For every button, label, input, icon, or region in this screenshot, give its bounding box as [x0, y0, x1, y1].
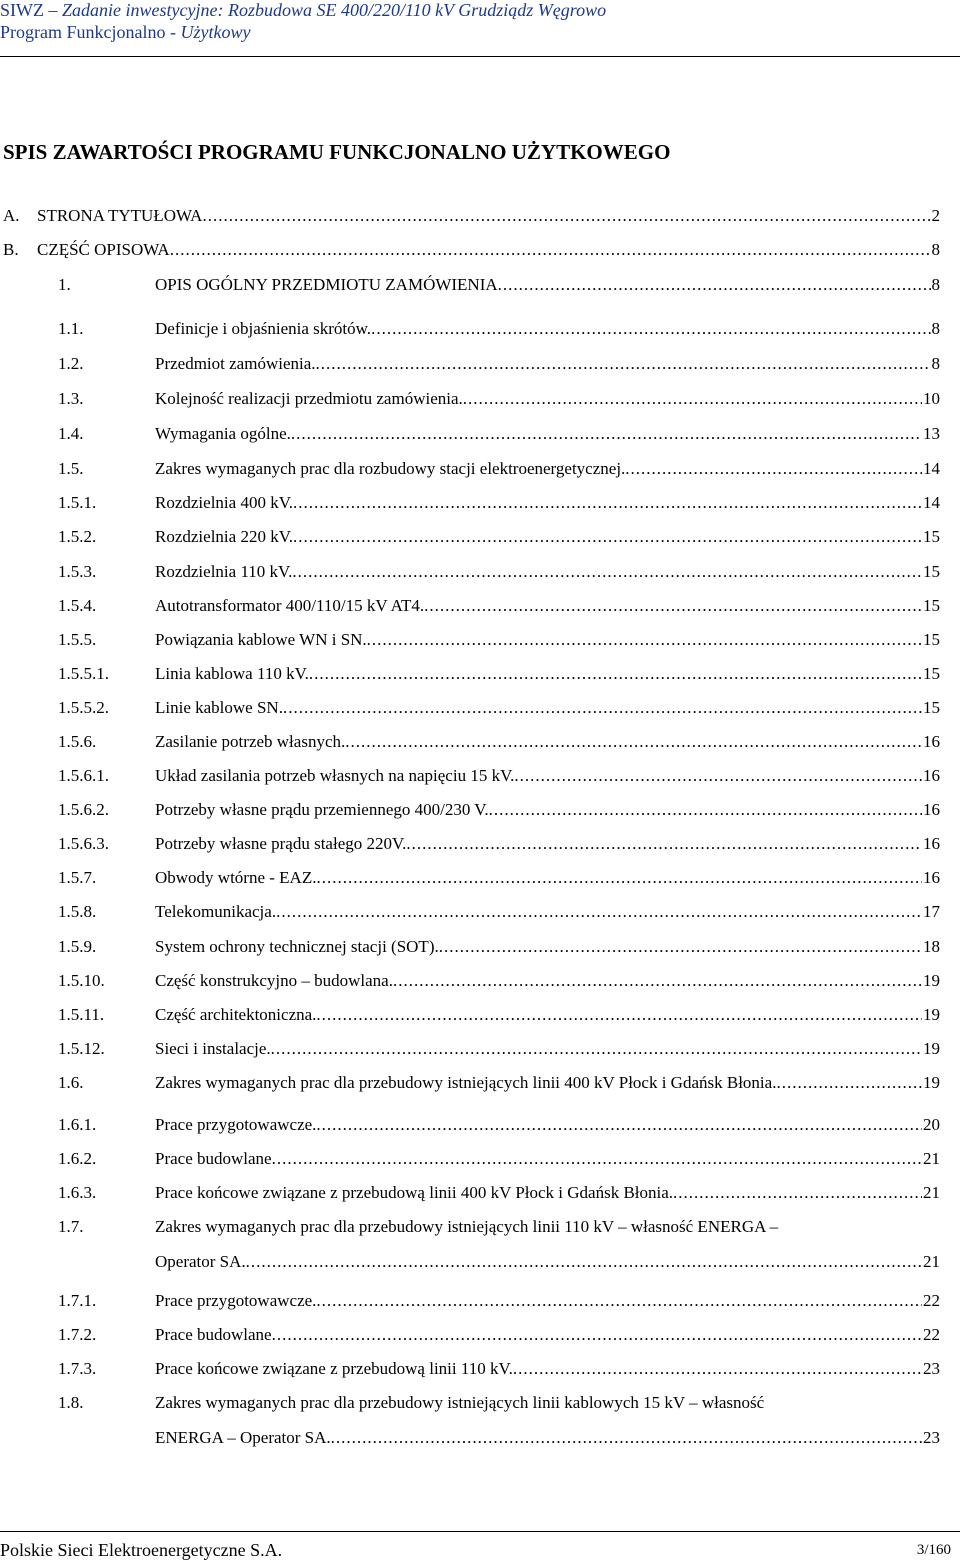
toc-entry-number: 1.7.3. — [58, 1359, 97, 1378]
toc-entry-number: 1.5.10. — [58, 971, 105, 990]
header-prefix: SIWZ – — [0, 0, 62, 20]
toc-entry[interactable] — [58, 1004, 940, 1026]
toc-entry-leader-dots — [331, 1427, 922, 1449]
toc-entry[interactable] — [58, 1324, 940, 1346]
toc-entry-label: OPIS OGÓLNY PRZEDMIOTU ZAMÓWIENIA — [155, 275, 498, 294]
toc-entry-number: 1.5.6. — [58, 732, 97, 751]
toc-entry-leader-dots — [406, 833, 922, 855]
toc-entry-label: ENERGA – Operator SA. — [155, 1428, 331, 1447]
toc-entry[interactable] — [3, 239, 940, 261]
toc-entry-leader-dots — [292, 561, 922, 583]
toc-entry-number: 1. — [58, 275, 71, 294]
toc-entry[interactable] — [58, 274, 940, 296]
toc-entry-label: Prace przygotowawcze. — [155, 1291, 317, 1310]
toc-entry-label: Prace budowlane — [155, 1149, 272, 1168]
toc-entry-label: Zakres wymaganych prac dla przebudowy istniejących linii kablowych 15 kV – własność — [155, 1393, 765, 1412]
toc-entry-number: 1.7.1. — [58, 1291, 97, 1310]
toc-entry-number: 1.6. — [58, 1073, 84, 1092]
toc-entry[interactable] — [58, 1072, 940, 1094]
toc-entry-leader-dots — [673, 1182, 922, 1204]
toc-entry-leader-dots — [625, 458, 922, 480]
toc-entry[interactable] — [58, 1114, 940, 1136]
toc-entry-leader-dots — [316, 1114, 922, 1136]
toc-entry-page-number: 20 — [923, 1115, 940, 1134]
toc-entry-number: 1.3. — [58, 389, 84, 408]
toc-entry-number: 1.5.8. — [58, 902, 97, 921]
toc-entry-number: 1.2. — [58, 354, 84, 373]
toc-entry-label: Definicje i objaśnienia skrótów. — [155, 319, 372, 338]
toc-entry-label: Zakres wymaganych prac dla przebudowy istniejących linii 400 kV Płock i Gdańsk Błonia. — [155, 1073, 777, 1092]
toc-entry[interactable] — [58, 765, 940, 787]
toc-entry-leader-dots — [271, 1038, 922, 1060]
toc-entry[interactable] — [58, 629, 940, 651]
toc-entry-label: Zasilanie potrzeb własnych. — [155, 732, 346, 751]
toc-entry-label: Sieci i instalacje. — [155, 1039, 271, 1058]
toc-entry-page-number: 10 — [923, 389, 940, 408]
toc-entry[interactable] — [58, 970, 940, 992]
toc-entry[interactable] — [58, 388, 940, 410]
toc-entry[interactable] — [58, 901, 940, 923]
toc-entry-leader-dots — [316, 1004, 922, 1026]
toc-entry-number: 1.5.3. — [58, 562, 97, 581]
toc-entry[interactable] — [58, 1392, 940, 1414]
toc-entry-label: Część konstrukcyjno – budowlana. — [155, 971, 393, 990]
toc-entry-leader-dots — [513, 1358, 922, 1380]
toc-entry[interactable] — [58, 1038, 940, 1060]
page-footer — [0, 1531, 960, 1562]
toc-entry-leader-dots — [498, 274, 931, 296]
toc-entry[interactable] — [58, 492, 940, 514]
toc-entry-number: 1.5.7. — [58, 868, 97, 887]
toc-entry-label: Rozdzielnia 220 kV. — [155, 527, 294, 546]
toc-entry-page-number: 17 — [923, 902, 940, 921]
toc-entry-page-number: 13 — [923, 424, 940, 443]
toc-entry-leader-dots — [309, 663, 922, 685]
header-document-suffix: Użytkowy — [180, 22, 251, 42]
toc-entry-page-number: 16 — [923, 766, 940, 785]
toc-entry-page-number: 19 — [923, 1005, 940, 1024]
toc-entry-leader-dots — [393, 970, 922, 992]
toc-entry-page-number: 22 — [923, 1325, 940, 1344]
toc-entry-leader-dots — [272, 1148, 922, 1170]
toc-entry-number: 1.5.5.2. — [58, 698, 109, 717]
toc-entry-page-number: 18 — [923, 937, 940, 956]
toc-entry-label: Wymagania ogólne. — [155, 424, 291, 443]
toc-entry-label: Prace końcowe związane z przebudową linii 110 kV. — [155, 1359, 513, 1378]
toc-entry-label: Rozdzielnia 110 kV. — [155, 562, 293, 581]
toc-entry-number: 1.6.3. — [58, 1183, 97, 1202]
toc-entry-leader-dots — [424, 595, 922, 617]
toc-entry-leader-dots — [293, 492, 922, 514]
toc-entry-leader-dots — [776, 1072, 922, 1094]
toc-entry[interactable] — [58, 867, 940, 889]
toc-entry-leader-dots — [293, 526, 922, 548]
toc-entry-leader-dots — [276, 901, 922, 923]
toc-entry-leader-dots — [371, 318, 930, 340]
toc-entry-leader-dots — [170, 239, 931, 261]
toc-entry[interactable] — [58, 318, 940, 340]
toc-entry[interactable] — [58, 1148, 940, 1170]
toc-entry-label: Prace budowlane — [155, 1325, 272, 1344]
toc-entry-number: 1.5.6.1. — [58, 766, 109, 785]
toc-entry-label: Operator SA. — [155, 1252, 246, 1271]
toc-entry[interactable] — [58, 1427, 940, 1449]
toc-entry-label: System ochrony technicznej stacji (SOT). — [155, 937, 439, 956]
toc-entry-page-number: 23 — [923, 1359, 940, 1378]
toc-entry-page-number: 15 — [923, 562, 940, 581]
toc-entry-leader-dots — [202, 205, 930, 227]
toc-entry-label: Linia kablowa 110 kV. — [155, 664, 309, 683]
toc-entry-page-number: 15 — [923, 527, 940, 546]
toc-entry-page-number: 8 — [931, 275, 940, 294]
toc-entry-page-number: 16 — [923, 800, 940, 819]
toc-entry-label: CZĘŚĆ OPISOWA — [37, 240, 170, 259]
toc-entry-number: 1.7.2. — [58, 1325, 97, 1344]
toc-entry-number: 1.5.6.2. — [58, 800, 109, 819]
toc-entry-label: Przedmiot zamówienia. — [155, 354, 316, 373]
toc-entry-page-number: 14 — [923, 493, 940, 512]
toc-entry[interactable] — [3, 205, 940, 227]
toc-entry-number: 1.5.4. — [58, 596, 97, 615]
toc-entry-leader-dots — [272, 1324, 922, 1346]
toc-entry-label: Linie kablowe SN. — [155, 698, 283, 717]
toc-entry-label: Kolejność realizacji przedmiotu zamówienia. — [155, 389, 463, 408]
toc-entry-page-number: 14 — [923, 459, 940, 478]
toc-entry-number: 1.5.1. — [58, 493, 97, 512]
toc-entry-number: 1.5.6.3. — [58, 834, 109, 853]
toc-entry-leader-dots — [367, 629, 922, 651]
toc-entry-number: A. — [3, 206, 20, 225]
toc-entry[interactable] — [58, 1290, 940, 1312]
toc-entry-leader-dots — [345, 731, 922, 753]
toc-entry[interactable] — [58, 663, 940, 685]
toc-entry-leader-dots — [514, 765, 922, 787]
toc-entry-leader-dots — [316, 867, 922, 889]
toc-entry-number: 1.1. — [58, 319, 84, 338]
toc-entry-number: 1.6.2. — [58, 1149, 97, 1168]
page-title: SPIS ZAWARTOŚCI PROGRAMU FUNKCJONALNO UŻYTKOWEGO — [3, 140, 671, 164]
toc-entry-page-number: 16 — [923, 834, 940, 853]
toc-entry[interactable] — [58, 1216, 940, 1238]
toc-entry-page-number: 15 — [923, 698, 940, 717]
toc-entry-label: Potrzeby własne prądu stałego 220V. — [155, 834, 407, 853]
toc-entry-label: Potrzeby własne prądu przemiennego 400/230 V. — [155, 800, 489, 819]
toc-entry[interactable] — [58, 526, 940, 548]
toc-entry-number: 1.8. — [58, 1393, 84, 1412]
toc-entry-leader-dots — [489, 799, 922, 821]
toc-entry-page-number: 19 — [923, 1073, 940, 1092]
toc-entry-label: Układ zasilania potrzeb własnych na napięciu 15 kV. — [155, 766, 515, 785]
toc-entry-leader-dots — [463, 388, 922, 410]
footer-company: Polskie Sieci Elektroenergetyczne S.A. — [0, 1540, 283, 1560]
toc-entry-page-number: 15 — [923, 664, 940, 683]
toc-entry-page-number: 21 — [923, 1149, 940, 1168]
toc-entry-page-number: 8 — [931, 240, 940, 259]
toc-entry-page-number: 19 — [923, 971, 940, 990]
toc-entry-page-number: 8 — [931, 319, 940, 338]
toc-entry-number: 1.5.11. — [58, 1005, 105, 1024]
toc-entry-label: Zakres wymaganych prac dla przebudowy istniejących linii 110 kV – własność ENERGA – — [155, 1217, 779, 1236]
toc-entry[interactable] — [58, 936, 940, 958]
toc-entry-number: 1.5.5.1. — [58, 664, 109, 683]
toc-entry-leader-dots — [246, 1251, 922, 1273]
toc-entry-leader-dots — [316, 1290, 922, 1312]
toc-entry-number: 1.5.12. — [58, 1039, 105, 1058]
toc-entry-page-number: 8 — [931, 354, 940, 373]
toc-entry-label: Rozdzielnia 400 kV. — [155, 493, 294, 512]
toc-entry[interactable] — [58, 353, 940, 375]
toc-entry-leader-dots — [283, 697, 922, 719]
toc-entry[interactable] — [58, 697, 940, 719]
toc-entry-page-number: 2 — [931, 206, 940, 225]
toc-entry[interactable] — [58, 561, 940, 583]
toc-entry-number: 1.5.2. — [58, 527, 97, 546]
footer-page-number: 3/160 — [916, 1542, 951, 1558]
toc-entry-label: Autotransformator 400/110/15 kV AT4. — [155, 596, 425, 615]
toc-entry-number: 1.5.5. — [58, 630, 97, 649]
toc-entry-page-number: 15 — [923, 596, 940, 615]
toc-entry-leader-dots — [291, 423, 922, 445]
toc-entry[interactable] — [58, 1251, 940, 1273]
toc-entry-page-number: 21 — [923, 1252, 940, 1271]
toc-entry-leader-dots — [316, 353, 931, 375]
toc-entry-label: Zakres wymaganych prac dla rozbudowy stacji elektroenergetycznej. — [155, 459, 626, 478]
header-document-prefix: Program Funkcjonalno - — [0, 22, 181, 42]
toc-entry-page-number: 16 — [923, 732, 940, 751]
toc-entry-number: 1.5.9. — [58, 937, 97, 956]
toc-entry-number: 1.4. — [58, 424, 84, 443]
header-project-title: Zadanie inwestycyjne: Rozbudowa SE 400/220/110 kV Grudziądz Węgrowo — [62, 0, 607, 20]
toc-entry[interactable] — [58, 799, 940, 821]
toc-entry-number: 1.5. — [58, 459, 84, 478]
toc-entry-page-number: 23 — [923, 1428, 940, 1447]
toc-entry-page-number: 21 — [923, 1183, 940, 1202]
toc-entry-label: Prace przygotowawcze. — [155, 1115, 317, 1134]
toc-entry-label: Obwody wtórne - EAZ. — [155, 868, 317, 887]
toc-entry[interactable] — [58, 1358, 940, 1380]
toc-entry-number: B. — [3, 240, 19, 259]
toc-entry-leader-dots — [439, 936, 922, 958]
toc-entry-number: 1.7. — [58, 1217, 84, 1236]
toc-entry-page-number: 16 — [923, 868, 940, 887]
toc-entry[interactable] — [58, 458, 940, 480]
toc-entry[interactable] — [58, 595, 940, 617]
toc-entry-label: Powiązania kablowe WN i SN. — [155, 630, 367, 649]
toc-entry-page-number: 22 — [923, 1291, 940, 1310]
toc-entry-page-number: 19 — [923, 1039, 940, 1058]
toc-entry[interactable] — [58, 1182, 940, 1204]
toc-entry[interactable] — [58, 731, 940, 753]
toc-entry[interactable] — [58, 833, 940, 855]
toc-entry-label: Telekomunikacja. — [155, 902, 277, 921]
toc-entry-label: STRONA TYTUŁOWA — [37, 206, 203, 225]
toc-entry-number: 1.6.1. — [58, 1115, 97, 1134]
toc-entry-label: Część architektoniczna. — [155, 1005, 317, 1024]
toc-entry-page-number: 15 — [923, 630, 940, 649]
toc-entry-label: Prace końcowe związane z przebudową linii 400 kV Płock i Gdańsk Błonia. — [155, 1183, 674, 1202]
toc-entry[interactable] — [58, 423, 940, 445]
